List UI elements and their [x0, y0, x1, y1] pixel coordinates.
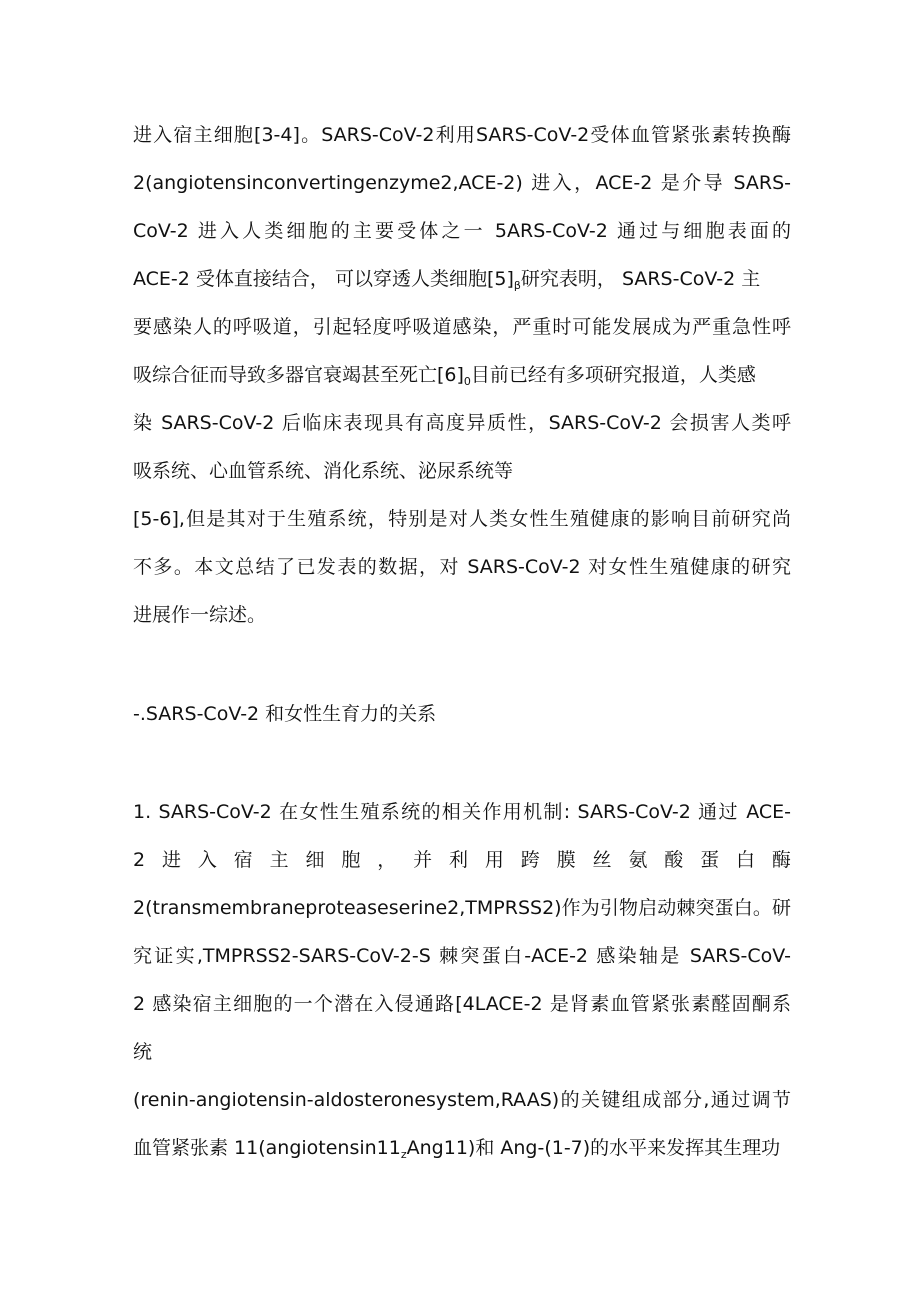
- char: 氨: [628, 849, 648, 871]
- paragraph-line-5: 要感染人的呼吸道，引起轻度呼吸道感染，严重时可能发展成为严重急性呼: [133, 316, 791, 338]
- char: 酶: [771, 849, 791, 871]
- line-6-text-b: 目前已经有多项研究报道，人类感: [470, 364, 756, 386]
- paragraph-line-18: 统: [133, 1041, 153, 1063]
- paragraph-line-8: 吸系统、心血管系统、消化系统、泌尿系统等: [133, 460, 514, 482]
- char: 进: [161, 849, 181, 871]
- section-heading: -.SARS-CoV-2 和女性生育力的关系: [133, 703, 437, 725]
- line-20-subscript: z: [400, 1148, 407, 1161]
- paragraph-line-7: 染 SARS-CoV-2 后临床表现具有高度异质性，SARS-CoV-2 会损害人类呼: [133, 412, 791, 434]
- paragraph-line-16: 究证实,TMPRSS2-SARS-CoV-2-S 棘突蛋白-ACE-2 感染轴是 SARS-CoV-: [133, 945, 791, 967]
- char: 利: [448, 849, 468, 871]
- paragraph-line-15: 2(transmembraneproteaseserine2,TMPRSS2)作为引物启动棘突蛋白。研: [133, 897, 791, 919]
- char: 酸: [664, 849, 684, 871]
- paragraph-line-11: 进展作一综述。: [133, 604, 267, 626]
- line-4-text-b: 研究表明， SARS-CoV-2 主: [520, 268, 761, 290]
- char: 白: [735, 849, 755, 871]
- char: 主: [269, 849, 289, 871]
- char: 入: [197, 849, 217, 871]
- paragraph-line-10: 不多。本文总结了已发表的数据，对 SARS-CoV-2 对女性生殖健康的研究: [133, 556, 791, 578]
- char: 2: [133, 849, 146, 871]
- char: 用: [484, 849, 504, 871]
- char: 蛋: [700, 849, 720, 871]
- line-6-text-a: 吸综合征而导致多器官衰竭甚至死亡[6]: [133, 364, 464, 386]
- char: 膜: [556, 849, 576, 871]
- char: 胞: [341, 849, 361, 871]
- line-20-text-b: Ang11)和 Ang-(1-7)的水平来发挥其生理功: [406, 1137, 781, 1159]
- paragraph-line-3: CoV-2 进入人类细胞的主要受体之一 5ARS-CoV-2 通过与细胞表面的: [133, 220, 791, 242]
- char: ，: [377, 849, 397, 871]
- paragraph-line-20: [133, 1136, 780, 1160]
- line-4-text-a: ACE-2 受体直接结合， 可以穿透人类细胞[5]: [133, 268, 514, 290]
- char: 丝: [592, 849, 612, 871]
- paragraph-line-19: (renin-angiotensin-aldosteronesystem,RAAS)的关键组成部分,通过调节: [133, 1089, 791, 1111]
- paragraph-line-1: 进入宿主细胞[3-4]。SARS-CoV-2利用SARS-CoV-2受体血管紧张素转换酶: [133, 124, 791, 146]
- line-4-subscript: β: [513, 279, 521, 292]
- char: 细: [305, 849, 325, 871]
- paragraph-line-13: 1. SARS-CoV-2 在女性生殖系统的相关作用机制: SARS-CoV-2 通过 ACE-: [133, 801, 791, 823]
- char: 跨: [520, 849, 540, 871]
- paragraph-line-6: [133, 363, 756, 387]
- line-6-subscript: 0: [463, 375, 471, 388]
- paragraph-line-2: 2(angiotensinconvertingenzyme2,ACE-2) 进入，ACE-2 是介导 SARS-: [133, 172, 791, 194]
- paragraph-line-9: [5-6],但是其对于生殖系统，特别是对人类女性生殖健康的影响目前研究尚: [133, 508, 791, 530]
- paragraph-line-4: [133, 267, 760, 291]
- paragraph-line-14: [133, 848, 791, 872]
- char: 宿: [233, 849, 253, 871]
- char: 并: [413, 849, 433, 871]
- line-20-text-a: 血管紧张素 11(angiotensin11: [133, 1137, 401, 1159]
- paragraph-line-17: 2 感染宿主细胞的一个潜在入侵通路[4LACE-2 是肾素血管紧张素醛固酮系: [133, 993, 791, 1015]
